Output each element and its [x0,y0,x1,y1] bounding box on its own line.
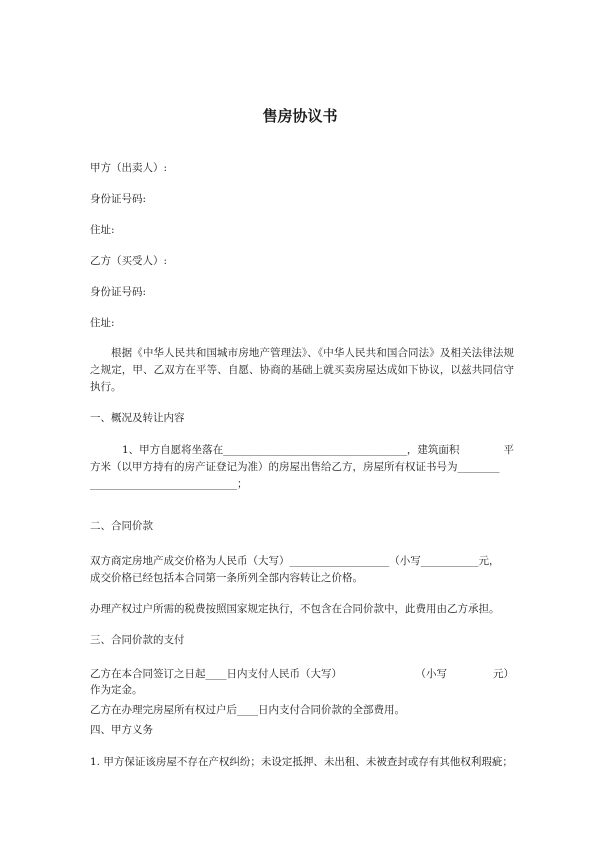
deposit-line2: 作为定金。 [90,684,143,696]
document-title: 售房协议书 [262,107,338,125]
deposit-line1 [90,666,514,682]
party-b-label: 乙方（买受人）: [90,255,168,267]
section1-item1-line1 [90,442,514,458]
section1-heading: 一、概况及转让内容 [90,412,185,424]
party-a-id-label: 身份证号码: [90,193,147,205]
deposit-yuan-label: 元） [493,668,514,680]
deposit-amount-group [416,666,515,682]
party-b-id-label: 身份证号码: [90,286,147,298]
price-line2: 成交价格已经包括本合同第一条所列全部内容转让之价格。 [90,572,363,584]
section1-item1-text: 1、甲方自愿将坐落在___________________________________，建筑面积 [122,444,460,456]
section3-heading: 三、合同价款的支付 [90,634,185,646]
tax-clause: 办理产权过户所需的税费按照国家规定执行，不包含在合同价款中，此费用由乙方承担。 [90,603,500,615]
preamble-paragraph: 根据《中华人民共和国城市房地产管理法》、《中华人民共和国合同法》及相关法律法规之规定，甲、乙双方在平等、自愿、协商的基础上就买卖房屋达成如下协议，以兹共同信守执行。 [90,347,514,393]
deposit-small-label: （小写 [415,668,447,680]
party-b-address-label: 住址: [90,317,115,329]
price-line1: 双方商定房地产成交价格为人民币（大写）___________________（小写___________元， [90,555,500,567]
section1-item1-unit: 平 [503,444,514,456]
balance-clause: 乙方在办理完房屋所有权过户后____日内支付合同价款的全部费用。 [90,704,405,716]
section2-heading: 二、合同价款 [90,520,153,532]
section1-item1-line3: ____________________________； [90,478,248,490]
section4-item1: 1. 甲方保证该房屋不存在产权纠纷；未设定抵押、未出租、未被查封或存有其他权利瑕疵； [90,756,513,768]
party-a-address-label: 住址: [90,224,115,236]
party-a-label: 甲方（出卖人）: [90,162,168,174]
section1-item1-line2: 方米（以甲方持有的房产证登记为准）的房屋出售给乙方，房屋所有权证书号为________ [90,461,500,473]
section4-heading: 四、甲方义务 [90,724,153,736]
deposit-text: 乙方在本合同签订之日起____日内支付人民币（大写） [90,668,342,680]
